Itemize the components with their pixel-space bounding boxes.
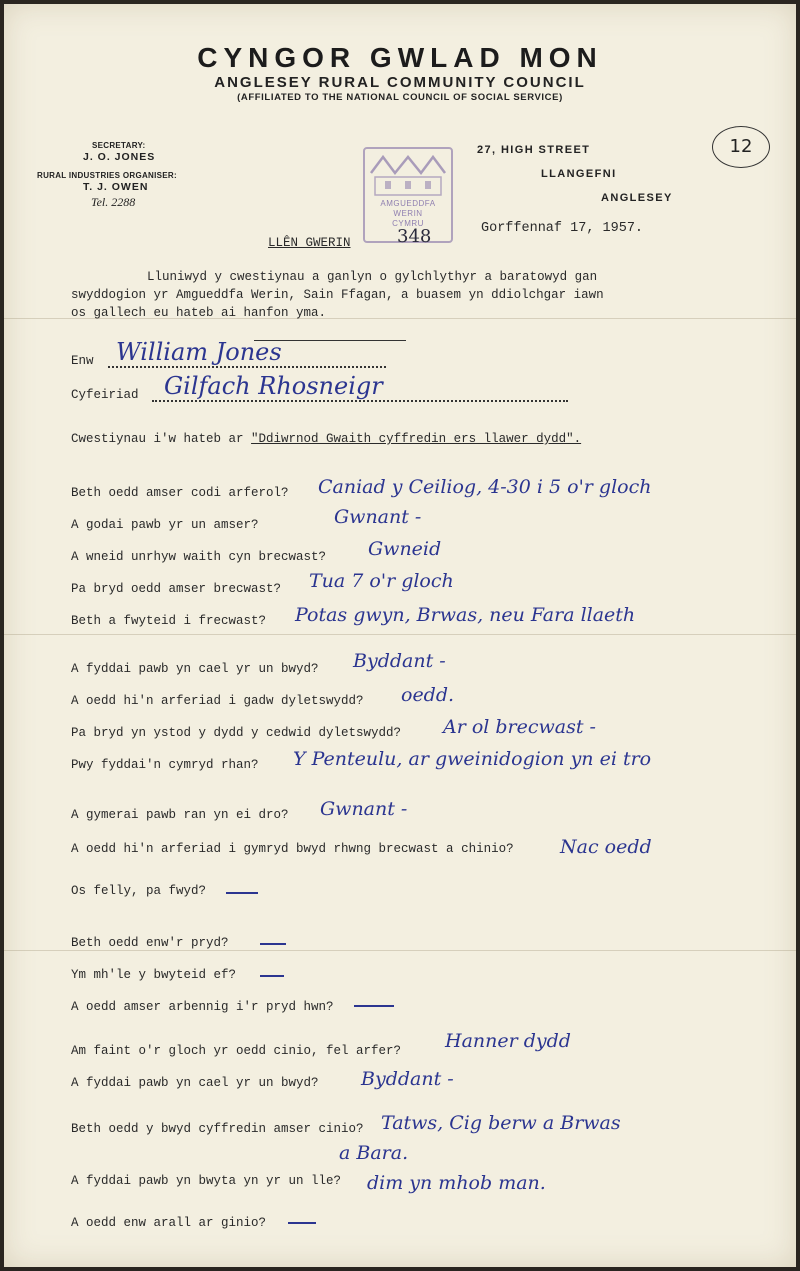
answer-7: oedd. xyxy=(401,684,455,706)
address-label: Cyfeiriad xyxy=(71,388,139,402)
question-7: A oedd hi'n arferiad i gadw dyletswydd? xyxy=(71,694,364,708)
intro-line-2: swyddogion yr Amgueddfa Werin, Sain Ffagan, a buasem yn ddiolchgar iawn xyxy=(71,288,604,302)
address-line-1: 27, HIGH STREET xyxy=(477,144,591,156)
answer-18-continuation: a Bara. xyxy=(339,1142,409,1164)
answer-16: Hanner dydd xyxy=(445,1030,571,1052)
question-12: Os felly, pa fwyd? xyxy=(71,884,207,898)
question-1: Beth oedd amser codi arferol? xyxy=(71,486,289,500)
letter-page xyxy=(4,4,796,1267)
organiser-label: RURAL INDUSTRIES ORGANISER: xyxy=(37,171,177,180)
letterhead-affiliation: (AFFILIATED TO THE NATIONAL COUNCIL OF SOCIAL SERVICE) xyxy=(237,92,563,103)
answer-1: Caniad y Ceiliog, 4-30 i 5 o'r gloch xyxy=(318,476,652,498)
blank-answer-dash xyxy=(226,892,258,894)
question-5: Beth a fwyteid i frecwast? xyxy=(71,614,267,628)
question-17: A fyddai pawb yn cael yr un bwyd? xyxy=(71,1076,319,1090)
answer-8: Ar ol brecwast - xyxy=(443,716,596,738)
question-2: A godai pawb yr un amser? xyxy=(71,518,259,532)
telephone: Tel. 2288 xyxy=(91,195,136,209)
question-14: Ym mh'le y bwyteid ef? xyxy=(71,968,237,982)
blank-answer-dash xyxy=(354,1005,394,1007)
secretary-label: SECRETARY: xyxy=(92,141,146,150)
question-13: Beth oedd enw'r pryd? xyxy=(71,936,229,950)
answer-19: dim yn mhob man. xyxy=(367,1172,546,1194)
topic-prefix: Cwestiynau i'w hateb ar xyxy=(71,432,244,446)
question-11: A oedd hi'n arferiad i gymryd bwyd rhwng brecwast a chinio? xyxy=(71,842,514,856)
document-heading: LLÊN GWERIN xyxy=(268,236,351,250)
stamp-line-2: WERIN xyxy=(393,209,423,218)
answer-11: Nac oedd xyxy=(560,836,652,858)
fold-line xyxy=(4,634,796,635)
answer-3: Gwneid xyxy=(368,538,442,560)
question-4: Pa bryd oedd amser brecwast? xyxy=(71,582,282,596)
answer-18: Tatws, Cig berw a Brwas xyxy=(381,1112,621,1134)
question-16: Am faint o'r gloch yr oedd cinio, fel arfer? xyxy=(71,1044,402,1058)
intro-line-1: Lluniwyd y cwestiynau a ganlyn o gylchlythyr a baratowyd gan xyxy=(147,270,598,284)
letterhead-title: CYNGOR GWLAD MON xyxy=(197,42,603,73)
stamp-line-3: CYMRU xyxy=(392,219,424,228)
intro-line-3: os gallech eu hateb ai hanfon yma. xyxy=(71,306,327,320)
answer-2: Gwnant - xyxy=(334,506,422,528)
question-18: Beth oedd y bwyd cyffredin amser cinio? xyxy=(71,1122,364,1136)
address-line-2: LLANGEFNI xyxy=(541,168,617,180)
blank-answer-dash xyxy=(260,943,286,945)
question-3: A wneid unrhyw waith cyn brecwast? xyxy=(71,550,327,564)
question-10: A gymerai pawb ran yn ei dro? xyxy=(71,808,289,822)
question-19: A fyddai pawb yn bwyta yn yr un lle? xyxy=(71,1174,342,1188)
answer-17: Byddant - xyxy=(361,1068,454,1090)
name-dotted-line xyxy=(108,366,386,368)
page-number: 12 xyxy=(712,126,770,168)
secretary-name: J. O. JONES xyxy=(83,151,156,163)
question-8: Pa bryd yn ystod y dydd y cedwid dyletswydd? xyxy=(71,726,402,740)
blank-answer-dash xyxy=(260,975,284,977)
answer-6: Byddant - xyxy=(353,650,446,672)
name-value: William Jones xyxy=(116,338,282,366)
organiser-name: T. J. OWEN xyxy=(83,181,149,193)
stamp-line-1: AMGUEDDFA xyxy=(380,199,436,208)
answer-4: Tua 7 o'r gloch xyxy=(309,570,454,592)
reference-number: 348 xyxy=(397,226,432,247)
castle-icon xyxy=(365,151,451,199)
question-6: A fyddai pawb yn cael yr un bwyd? xyxy=(71,662,319,676)
question-15: A oedd amser arbennig i'r pryd hwn? xyxy=(71,1000,334,1014)
letterhead-subtitle: ANGLESEY RURAL COMMUNITY COUNCIL xyxy=(214,74,586,91)
address-value: Gilfach Rhosneigr xyxy=(164,372,383,400)
answer-9: Y Penteulu, ar gweinidogion yn ei tro xyxy=(293,748,652,770)
letter-date: Gorffennaf 17, 1957. xyxy=(481,221,644,236)
question-20: A oedd enw arall ar ginio? xyxy=(71,1216,267,1230)
fold-line xyxy=(4,950,796,951)
question-9: Pwy fyddai'n cymryd rhan? xyxy=(71,758,259,772)
address-line-3: ANGLESEY xyxy=(601,192,673,204)
blank-answer-dash xyxy=(288,1222,316,1224)
name-label: Enw xyxy=(71,354,94,368)
topic-line xyxy=(71,432,581,446)
stamp-text xyxy=(365,199,451,229)
topic-title: "Ddiwrnod Gwaith cyffredin ers llawer dydd". xyxy=(251,432,582,446)
address-dotted-line xyxy=(152,400,568,402)
answer-10: Gwnant - xyxy=(320,798,408,820)
answer-5: Potas gwyn, Brwas, neu Fara llaeth xyxy=(295,604,636,626)
